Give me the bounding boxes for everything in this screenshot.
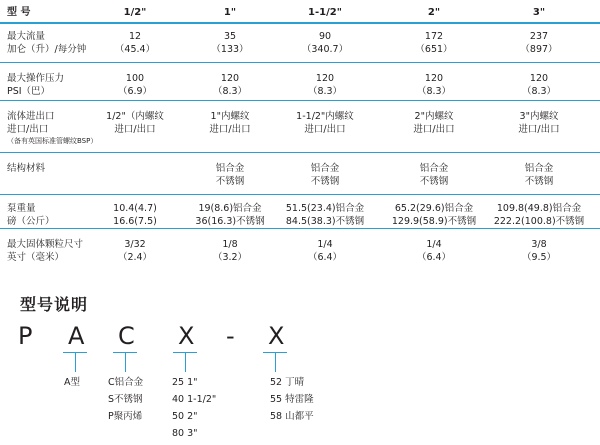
cell-line: 进口/出口 [114, 124, 156, 135]
row-label [7, 202, 55, 228]
cell-line: （9.5） [521, 252, 557, 263]
cell-line: （6.4） [307, 252, 343, 263]
cell-line: （3.2） [212, 252, 248, 263]
cell-line: 铝合金 [310, 163, 340, 174]
row-label-line: 流体进出口 [7, 111, 55, 122]
cell-line: （8.3） [212, 86, 248, 97]
code-letter: C [118, 322, 135, 350]
header-size-2: 1" [223, 7, 237, 18]
table-cell [273, 162, 377, 188]
cell-line: （340.7） [301, 44, 349, 55]
model-option: C铝合金 [108, 377, 144, 388]
model-option: S不锈钢 [108, 394, 143, 405]
cell-line: 65.2(29.6)铝合金 [394, 203, 474, 214]
cell-line: 120 [529, 73, 549, 84]
cell-line: 3/32 [124, 239, 146, 250]
cell-line: 1"内螺纹 [210, 111, 250, 122]
cell-line: 铝合金 [215, 163, 245, 174]
table-cell [273, 30, 377, 56]
cell-line: （651） [415, 44, 453, 55]
table-cell [382, 72, 486, 98]
code-letter: A [68, 322, 85, 350]
header-size-4: 2" [427, 7, 441, 18]
table-cell [487, 30, 591, 56]
row-label-line: PSI（巴） [7, 86, 51, 97]
cell-line: 进口/出口 [413, 124, 455, 135]
row-label-line: 泵重量 [7, 203, 36, 214]
model-option: 40 1-1/2" [172, 394, 217, 405]
table-cell [83, 238, 187, 264]
row-divider [0, 228, 600, 229]
cell-line: 2"内螺纹 [414, 111, 454, 122]
table-cell [273, 202, 377, 228]
row-label-line: 最大流量 [7, 31, 46, 42]
table-cell [273, 110, 377, 136]
row-label-line: 最大操作压力 [7, 73, 65, 84]
table-cell [178, 110, 282, 136]
model-option: P聚丙烯 [108, 411, 143, 422]
table-cell [487, 110, 591, 136]
cell-line: 120 [424, 73, 444, 84]
table-cell [83, 30, 187, 56]
cell-line: 120 [220, 73, 240, 84]
model-option: 25 1" [172, 377, 198, 388]
model-option: 52 丁晴 [270, 377, 305, 388]
cell-line: （45.4） [114, 44, 156, 55]
cell-line: 进口/出口 [209, 124, 251, 135]
header-model: 型 号 [7, 7, 31, 18]
cell-line: 12 [128, 31, 142, 42]
row-divider [0, 152, 600, 153]
table-cell [487, 72, 591, 98]
row-label-line: 最大固体颗粒尺寸 [7, 239, 84, 250]
table-cell [273, 72, 377, 98]
model-option: 58 山都平 [270, 411, 314, 422]
cell-line: 84.5(38.3)不锈钢 [285, 216, 365, 227]
cell-line: 铝合金 [524, 163, 554, 174]
table-cell [83, 110, 187, 136]
cell-line: （6.9） [117, 86, 153, 97]
table-cell [83, 202, 187, 228]
table-cell [487, 162, 591, 188]
code-dash: - [226, 322, 235, 350]
cell-line: 不锈钢 [215, 176, 245, 187]
code-letter: P [18, 322, 33, 350]
cell-line: 进口/出口 [304, 124, 346, 135]
model-title: 型号说明 [20, 295, 89, 314]
cell-line: （8.3） [307, 86, 343, 97]
model-option: 55 特雷隆 [270, 394, 314, 405]
code-connector [125, 352, 126, 372]
cell-line: 237 [529, 31, 549, 42]
table-cell [83, 72, 187, 98]
code-letter: X [268, 322, 285, 350]
table-cell [382, 238, 486, 264]
table-cell [382, 162, 486, 188]
table-cell [178, 30, 282, 56]
cell-line: 222.2(100.8)不锈钢 [493, 216, 585, 227]
cell-line: 35 [223, 31, 237, 42]
cell-line: 1/4 [426, 239, 442, 250]
cell-line: 不锈钢 [310, 176, 340, 187]
header-size-3: 1-1/2" [308, 7, 342, 18]
table-cell [273, 238, 377, 264]
table-cell [178, 72, 282, 98]
model-option: 50 2" [172, 411, 198, 422]
row-label [7, 30, 86, 56]
row-label-line: 英寸（毫米） [7, 252, 65, 263]
cell-line: 51.5(23.4)铝合金 [285, 203, 365, 214]
row-label-line: （备有英国标准管螺纹BSP） [7, 137, 98, 145]
row-label [7, 72, 64, 98]
header-size-1: 1/2" [123, 7, 147, 18]
cell-line: （8.3） [416, 86, 452, 97]
code-connector [185, 352, 186, 372]
cell-line: 109.8(49.8)铝合金 [496, 203, 582, 214]
cell-line: 1/8 [222, 239, 238, 250]
cell-line: 进口/出口 [518, 124, 560, 135]
row-label [7, 162, 45, 175]
cell-line: 3"内螺纹 [519, 111, 559, 122]
row-label-line: 进口/出口 [7, 124, 49, 135]
cell-line: 3/8 [531, 239, 547, 250]
model-option: A型 [64, 377, 80, 388]
row-divider [0, 194, 600, 195]
cell-line: （6.4） [416, 252, 452, 263]
table-cell [382, 30, 486, 56]
header-rule [0, 22, 600, 24]
code-connector [275, 352, 276, 372]
cell-line: （8.3） [521, 86, 557, 97]
row-divider [0, 62, 600, 63]
cell-line: 129.9(58.9)不锈钢 [391, 216, 477, 227]
cell-line: 1/4 [317, 239, 333, 250]
cell-line: 1/2"（内螺纹 [106, 111, 164, 122]
code-connector [75, 352, 76, 372]
cell-line: （133） [211, 44, 249, 55]
table-cell [178, 238, 282, 264]
row-label-line: 加仑（升）/每分钟 [7, 44, 87, 55]
cell-line: 172 [424, 31, 444, 42]
cell-line: 120 [315, 73, 335, 84]
table-cell [178, 162, 282, 188]
model-option: 80 3" [172, 428, 198, 439]
code-letter: X [178, 322, 195, 350]
table-cell [382, 202, 486, 228]
cell-line: 10.4(4.7) [113, 203, 157, 214]
table-cell [382, 110, 486, 136]
cell-line: 100 [125, 73, 145, 84]
cell-line: 铝合金 [419, 163, 449, 174]
cell-line: 90 [318, 31, 332, 42]
cell-line: 不锈钢 [419, 176, 449, 187]
row-label-line: 磅（公斤） [7, 216, 55, 227]
table-cell [487, 202, 591, 228]
header-size-5: 3" [532, 7, 546, 18]
cell-line: 16.6(7.5) [113, 216, 157, 227]
cell-line: 1-1/2"内螺纹 [296, 111, 354, 122]
cell-line: 不锈钢 [524, 176, 554, 187]
table-cell [487, 238, 591, 264]
cell-line: （2.4） [117, 252, 153, 263]
row-divider [0, 100, 600, 101]
cell-line: 36(16.3)不锈钢 [195, 216, 265, 227]
row-label-line: 结构材料 [7, 163, 46, 174]
row-label [7, 238, 83, 264]
table-cell [178, 202, 282, 228]
cell-line: （897） [520, 44, 558, 55]
cell-line: 19(8.6)铝合金 [198, 203, 262, 214]
